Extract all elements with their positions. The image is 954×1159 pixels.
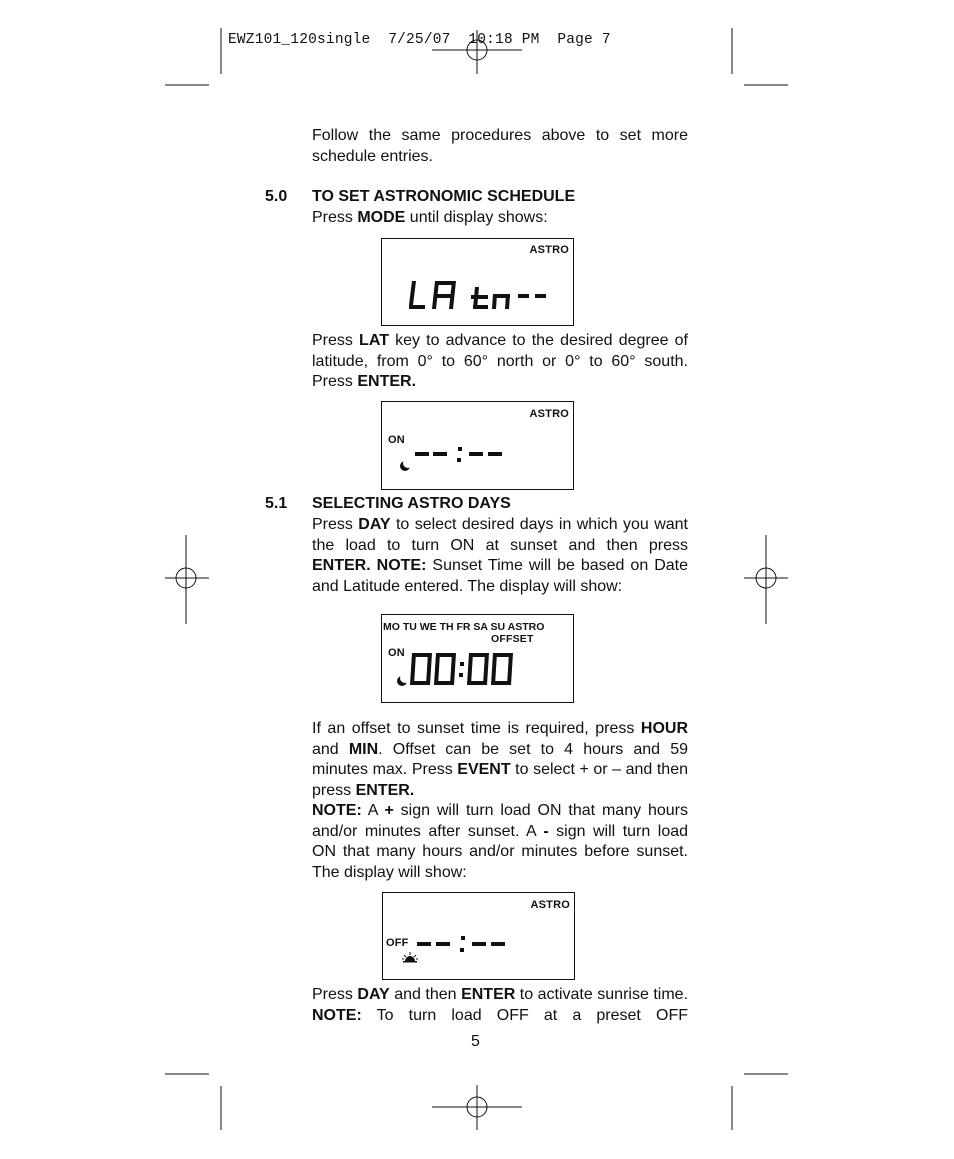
- final-paragraph: Press DAY and then ENTER to activate sunrise time. NOTE: To turn load OFF at a preset OFF: [312, 986, 689, 1024]
- lcd-display-off-blank: [382, 892, 575, 980]
- lcd-display-on-blank: [381, 401, 574, 490]
- on-label: ON: [388, 434, 405, 446]
- lcd-display-days: [381, 614, 574, 703]
- moon-icon: [397, 673, 410, 686]
- section-number-5-1: 5.1: [265, 495, 288, 512]
- section-title-astronomic: TO SET ASTRONOMIC SCHEDULE: [312, 188, 576, 205]
- offset-label: OFFSET: [491, 633, 534, 645]
- off-label: OFF: [386, 937, 409, 949]
- time-dashes: [417, 936, 505, 952]
- print-slug: EWZ101_120single 7/25/07 10:18 PM Page 7: [228, 32, 611, 48]
- time-digits-zero: [410, 653, 513, 685]
- section-title-astro-days: SELECTING ASTRO DAYS: [312, 495, 511, 512]
- time-dashes: [415, 447, 502, 462]
- on-label: ON: [388, 647, 405, 659]
- moon-icon: [400, 458, 413, 471]
- intro-paragraph: Follow the same procedures above to set more schedule entries.: [312, 127, 688, 165]
- day-paragraph: Press DAY to select desired days in which you want the load to turn ON at sunset and then press ENTER. NOTE: Sunset Time will be based on Date and Latitude entered. The display will show:: [312, 516, 688, 595]
- days-label: MO TU WE TH FR SA SU ASTRO: [383, 621, 545, 633]
- astro-label: ASTRO: [529, 408, 569, 420]
- section-number-5-0: 5.0: [265, 188, 288, 205]
- astro-label: ASTRO: [530, 899, 570, 911]
- note-paragraph: NOTE: A + sign will turn load ON that many hours and/or minutes after sunset. A - sign will turn load ON that many hours and/or minutes before sunset. The display will show:: [312, 802, 689, 881]
- sunrise-icon: [402, 952, 418, 963]
- latitude-paragraph: Press LAT key to advance to the desired degree of latitude, from 0° to 60° north or 0° to 60° south. Press ENTER.: [312, 332, 689, 390]
- astro-label: ASTRO: [529, 244, 569, 256]
- mode-instruction: Press MODE until display shows:: [312, 209, 548, 226]
- lcd-display-latitude: [381, 238, 574, 326]
- latitude-digits: [382, 239, 573, 325]
- page-number: 5: [471, 1033, 480, 1050]
- offset-paragraph: If an offset to sunset time is required, press HOUR and MIN. Offset can be set to 4 hours and 59 minutes max. Press EVENT to select + or – and then press ENTER.: [312, 720, 688, 799]
